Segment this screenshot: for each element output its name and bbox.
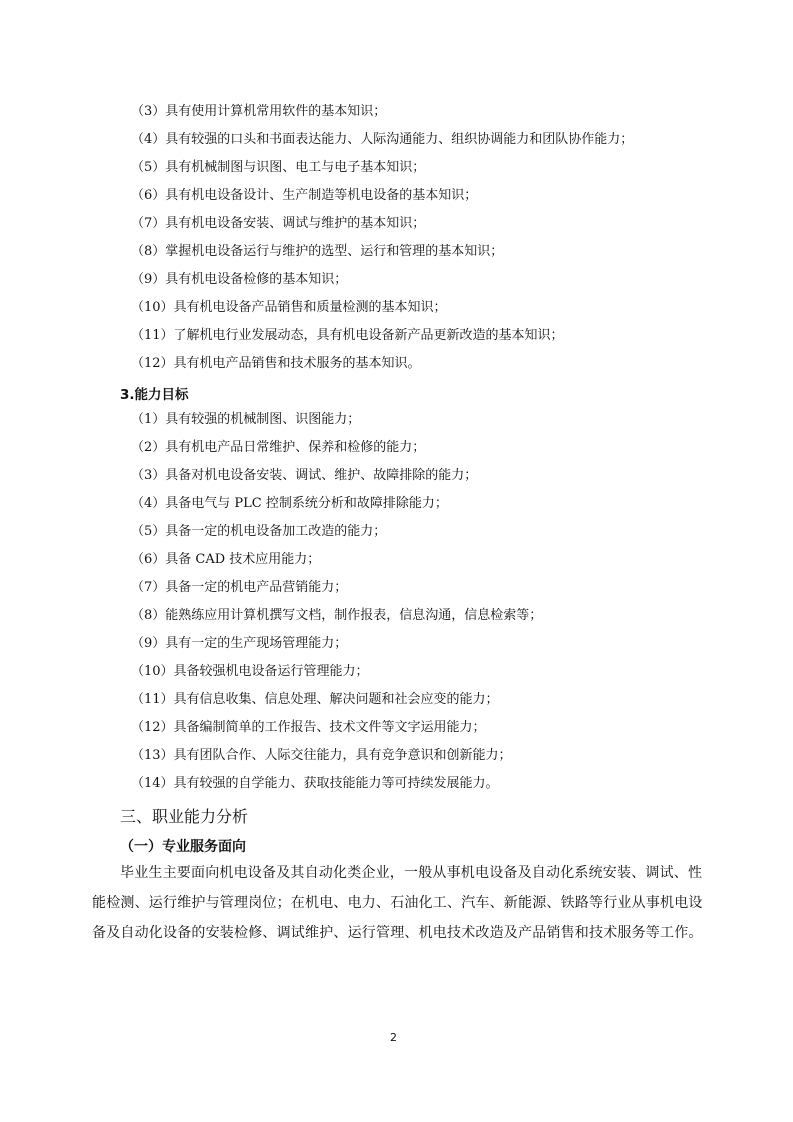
paragraph-line: 能检测、运行维护与管理岗位；在机电、电力、石油化工、汽车、新能源、铁路等行业从事机电设 [92, 895, 703, 911]
knowledge-item: （12）具有机电产品销售和技术服务的基本知识。 [131, 356, 421, 371]
ability-item: （14）具有较强的自学能力、获取技能能力等可持续发展能力。 [131, 776, 499, 791]
knowledge-item: （6）具有机电设备设计、生产制造等机电设备的基本知识； [131, 188, 478, 203]
ability-item: （7）具备一定的机电产品营销能力； [131, 580, 348, 595]
ability-item: （6）具备 CAD 技术应用能力； [131, 552, 321, 567]
paragraph-line: 备及自动化设备的安装检修、调试维护、运行管理、机电技术改造及产品销售和技术服务等工作。 [92, 925, 703, 941]
knowledge-item: （8）掌握机电设备运行与维护的选型、运行和管理的基本知识； [131, 244, 504, 259]
knowledge-item: （5）具有机械制图与识图、电工与电子基本知识； [131, 160, 426, 175]
ability-item: （2）具有机电产品日常维护、保养和检修的能力； [131, 440, 426, 455]
ability-item: （11）具有信息收集、信息处理、解决问题和社会应变的能力； [131, 692, 499, 707]
subsection-title: （一）专业服务面向 [120, 839, 246, 855]
knowledge-item: （9）具有机电设备检修的基本知识； [131, 272, 348, 287]
section-title: 三、职业能力分析 [120, 807, 249, 826]
knowledge-item: （10）具有机电设备产品销售和质量检测的基本知识； [131, 300, 447, 315]
page-number: 2 [390, 1031, 397, 1044]
ability-item: （4）具备电气与 PLC 控制系统分析和故障排除能力； [131, 496, 448, 511]
ability-item: （8）能熟练应用计算机撰写文档，制作报表，信息沟通，信息检索等； [131, 608, 543, 623]
knowledge-item: （4）具有较强的口头和书面表达能力、人际沟通能力、组织协调能力和团队协作能力； [131, 132, 634, 147]
ability-heading: 3.能力目标 [120, 387, 189, 403]
ability-item: （5）具备一定的机电设备加工改造的能力； [131, 524, 387, 539]
ability-item: （1）具有较强的机械制图、识图能力； [131, 412, 361, 427]
ability-item: （3）具备对机电设备安装、调试、维护、故障排除的能力； [131, 468, 478, 483]
knowledge-item: （11）了解机电行业发展动态，具有机电设备新产品更新改造的基本知识； [131, 328, 564, 343]
ability-item: （9）具有一定的生产现场管理能力； [131, 636, 348, 651]
ability-item: （10）具备较强机电设备运行管理能力； [131, 664, 369, 679]
ability-item: （13）具有团队合作、人际交往能力，具有竞争意识和创新能力； [131, 748, 512, 763]
ability-item: （12）具备编制简单的工作报告、技术文件等文字运用能力； [131, 720, 486, 735]
paragraph-line: 毕业生主要面向机电设备及其自动化类企业，一般从事机电设备及自动化系统安装、调试、性 [120, 865, 703, 881]
knowledge-item: （3）具有使用计算机常用软件的基本知识； [131, 104, 387, 119]
knowledge-item: （7）具有机电设备安装、调试与维护的基本知识； [131, 216, 426, 231]
